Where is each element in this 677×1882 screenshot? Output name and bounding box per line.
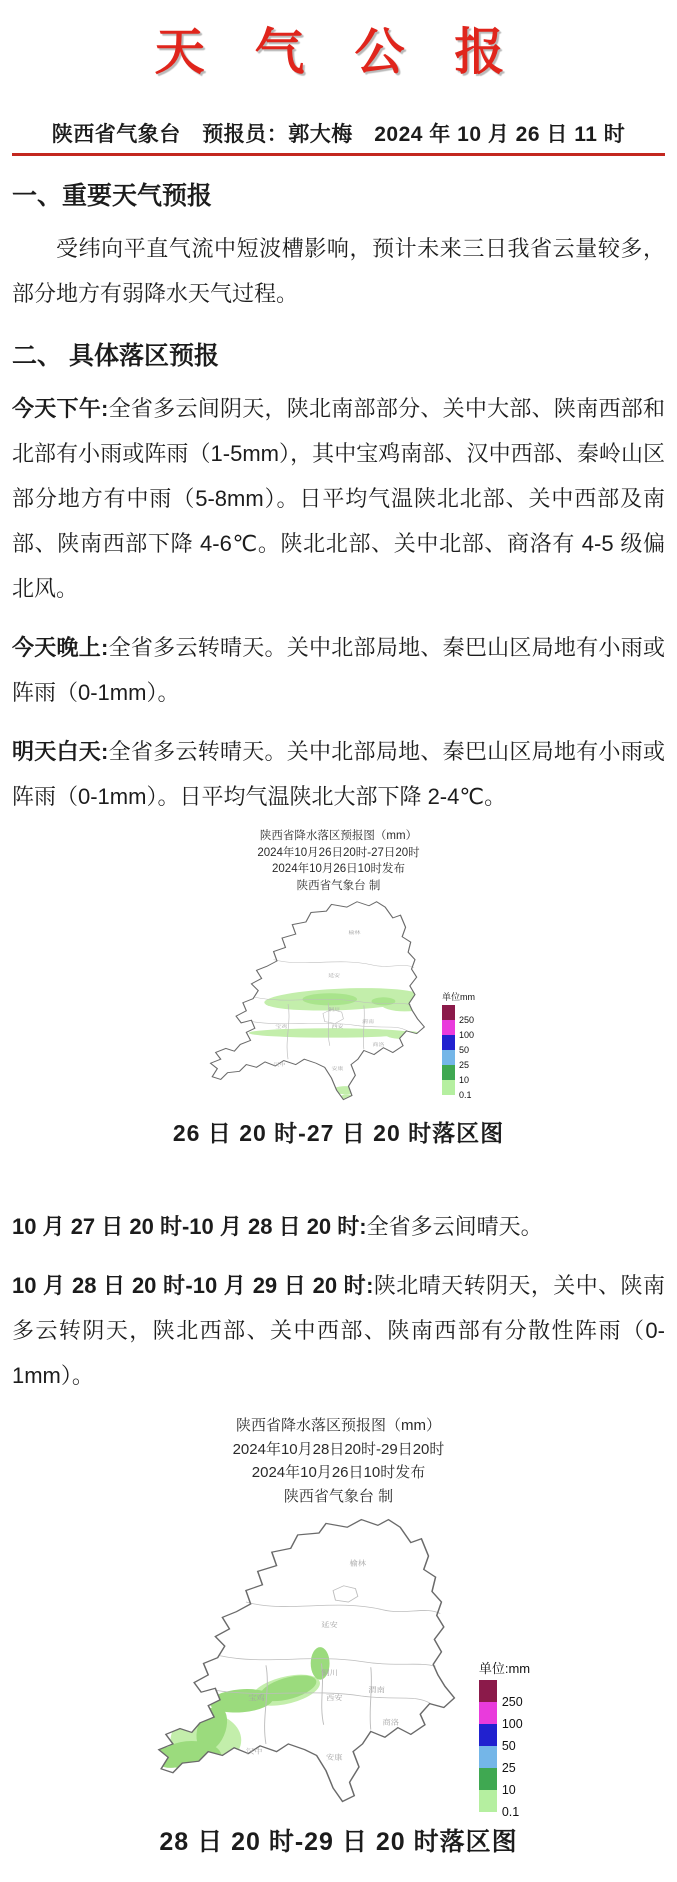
rain-area-arc	[249, 1028, 411, 1037]
map1-title: 陕西省降水落区预报图（mm）	[259, 830, 418, 842]
map2-caption: 28 日 20 时-29 日 20 时落区图	[159, 1828, 518, 1856]
map-city-label: 安康	[325, 1753, 343, 1762]
map-city-label: 榆林	[348, 930, 361, 936]
map-city-label: 商洛	[372, 1042, 385, 1048]
legend-color-cell	[442, 1035, 470, 1055]
precip-map-28-29	[147, 1510, 465, 1812]
map-city-label: 榆林	[349, 1559, 366, 1568]
outlook-28-29	[12, 1263, 665, 1398]
map2-valid-period: 2024年10月28日20时-29日20时	[232, 1440, 445, 1458]
forecast-tomorrow-day	[12, 729, 665, 819]
map-city-label: 宝鸡	[248, 1693, 265, 1702]
map-city-label: 安康	[331, 1066, 344, 1072]
map2-title: 陕西省降水落区预报图（mm）	[236, 1417, 441, 1434]
rain-area-core	[372, 997, 396, 1005]
map1-issue-time: 2024年10月26日10时发布	[272, 863, 405, 875]
map-city-label: 铜川	[328, 1007, 340, 1013]
legend-tick: 100	[459, 1030, 475, 1040]
outlook-text: 陕北晴天转阴天，关中、陕南多云转阴天，陕北西部、关中西部、陕南西部有分散性阵雨（0-1mm）。	[12, 1273, 665, 1388]
outlook-label: 10 月 28 日 20 时-10 月 29 日 20 时:	[12, 1273, 374, 1298]
section1-body: 受纬向平直气流中短波槽影响，预计未来三日我省云量较多，部分地方有弱降水天气过程。	[12, 236, 665, 306]
legend-tick: 0.1	[501, 1805, 520, 1819]
legend-tick: 10	[459, 1075, 470, 1085]
precip-legend-map1	[442, 990, 475, 1100]
outlook-label: 10 月 27 日 20 时-10 月 28 日 20 时:	[12, 1214, 367, 1239]
legend-color-bar	[479, 1680, 530, 1819]
map-city-label: 渭南	[362, 1019, 375, 1025]
map2-issue-time: 2024年10月26日10时发布	[251, 1464, 426, 1481]
forecast-text: 全省多云间阴天，陕北南部部分、关中大部、陕南西部和北部有小雨或阵雨（1-5mm），其中宝鸡南部、汉中西部、秦岭山区部分地方有中雨（5-8mm）。日平均气温陕北北部、关中西部及南部、陕南西部下降 4-6℃。陕北北部、关中北部、商洛有 4-5 级偏北风。	[12, 396, 665, 601]
legend-color-cell	[479, 1724, 516, 1753]
outlook-text: 全省多云间晴天。	[366, 1214, 543, 1239]
legend-tick: 0.1	[459, 1090, 472, 1100]
map1-caption: 26 日 20 时-27 日 20 时落区图	[172, 1120, 505, 1146]
forecast-text: 全省多云转晴天。关中北部局地、秦巴山区局地有小雨或阵雨（0-1mm）。	[12, 635, 665, 705]
outlook-27-28	[12, 1204, 665, 1249]
legend-tick: 10	[501, 1783, 516, 1797]
forecast-today-afternoon	[12, 386, 665, 611]
map-city-label: 延安	[328, 973, 340, 979]
forecast-label: 明天白天:	[12, 739, 109, 764]
legend-unit-label: 单位:mm	[478, 1661, 531, 1676]
map2-producer: 陕西省气象台 制	[283, 1487, 394, 1505]
precip-map-block-26-27	[12, 829, 665, 1148]
precip-map-block-28-29	[12, 1416, 665, 1858]
map-city-label: 汉中	[245, 1747, 263, 1756]
legend-tick: 100	[501, 1717, 523, 1731]
map-city-label: 汉中	[273, 1062, 286, 1068]
section2-heading: 二、 具体落区预报	[12, 342, 219, 370]
precip-map-26-27	[202, 895, 432, 1107]
page-title: 天 气 公 报	[154, 24, 523, 80]
issuer-meta-line: 陕西省气象台 预报员：郭大梅 2024 年 10 月 26 日 11 时	[12, 118, 665, 156]
section1-heading: 一、重要天气预报	[12, 182, 213, 210]
forecast-tonight	[12, 625, 665, 715]
map1-producer: 陕西省气象台 制	[296, 879, 381, 892]
province-shape-fill	[159, 1520, 455, 1802]
map-city-label: 西安	[331, 1024, 344, 1031]
legend-tick: 250	[459, 1015, 475, 1025]
map-city-label: 渭南	[368, 1685, 385, 1694]
legend-unit-label: 单位mm	[442, 992, 475, 1002]
legend-color-cell	[442, 1005, 475, 1025]
map-city-label: 商洛	[382, 1718, 399, 1727]
forecast-label: 今天晚上:	[12, 635, 109, 660]
map-city-label: 西安	[325, 1693, 343, 1702]
map-city-label: 宝鸡	[275, 1024, 288, 1031]
map1-valid-period: 2024年10月26日20时-27日20时	[257, 846, 420, 859]
map-city-label: 铜川	[321, 1668, 338, 1677]
map-city-label: 延安	[321, 1620, 338, 1629]
legend-tick: 250	[501, 1695, 523, 1709]
precip-legend-map2	[478, 1658, 531, 1819]
forecast-label: 今天下午:	[12, 396, 109, 421]
legend-tick: 25	[459, 1060, 470, 1070]
legend-color-bar	[442, 1005, 475, 1100]
legend-tick: 50	[459, 1045, 470, 1055]
forecast-text: 全省多云转晴天。关中北部局地、秦巴山区局地有小雨或阵雨（0-1mm）。日平均气温陕北大部下降 2-4℃。	[12, 739, 665, 809]
legend-tick: 50	[501, 1739, 516, 1753]
legend-tick: 25	[501, 1761, 516, 1775]
legend-color-cell	[479, 1680, 523, 1709]
